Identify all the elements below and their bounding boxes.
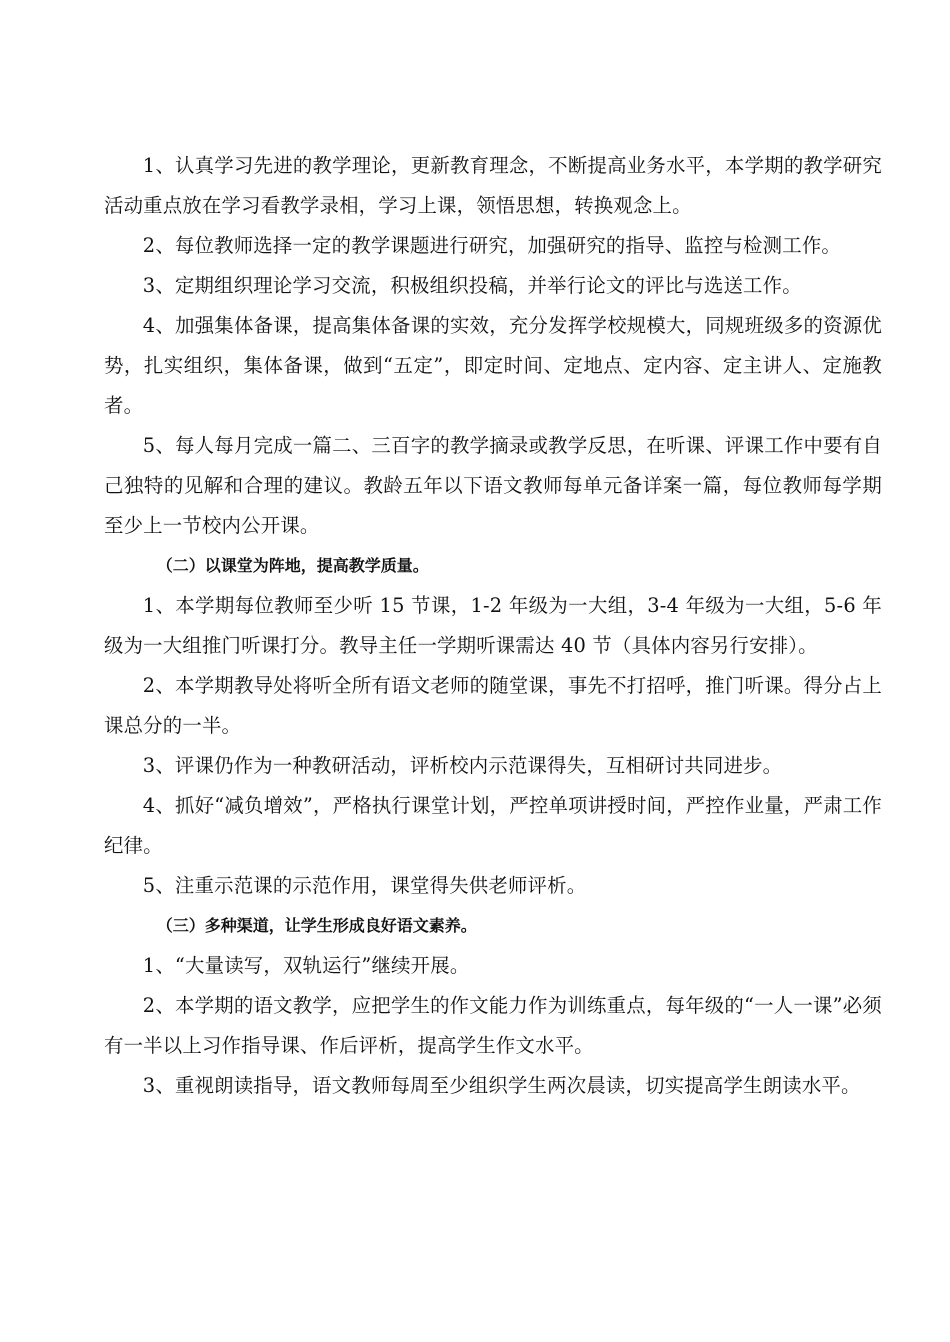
paragraph-2-1: 1、本学期每位教师至少听 15 节课，1-2 年级为一大组，3-4 年级为一大组，5-6 年级为一大组推门听课打分。教导主任一学期听课需达 40 节（具体内容另行安排）。 bbox=[104, 594, 882, 657]
paragraph-2-5: 5、注重示范课的示范作用，课堂得失供老师评析。 bbox=[142, 874, 587, 897]
paragraph-2-2: 2、本学期教导处将听全所有语文老师的随堂课，事先不打招呼，推门听课。得分占上课总分的一半。 bbox=[104, 674, 882, 737]
section-heading-3: （三）多种渠道，让学生形成良好语文素养。 bbox=[156, 916, 477, 935]
paragraph-3-3: 3、重视朗读指导，语文教师每周至少组织学生两次晨读，切实提高学生朗读水平。 bbox=[142, 1074, 861, 1097]
paragraph-1-2: 2、每位教师选择一定的教学课题进行研究，加强研究的指导、监控与检测工作。 bbox=[142, 234, 842, 257]
paragraph-1-5: 5、每人每月完成一篇二、三百字的教学摘录或教学反思，在听课、评课工作中要有自己独特的见解和合理的建议。教龄五年以下语文教师每单元备详案一篇，每位教师每学期至少上一节校内公开课。 bbox=[104, 434, 882, 537]
document-page bbox=[104, 146, 882, 1106]
paragraph-3-1: 1、“大量读写，双轨运行”继续开展。 bbox=[142, 954, 470, 977]
section-heading-2: （二）以课堂为阵地，提高教学质量。 bbox=[156, 556, 429, 575]
paragraph-1-1: 1、认真学习先进的教学理论，更新教育理念，不断提高业务水平，本学期的教学研究活动重点放在学习看教学录相，学习上课，领悟思想，转换观念上。 bbox=[104, 154, 882, 217]
paragraph-1-4: 4、加强集体备课，提高集体备课的实效，充分发挥学校规模大，同规班级多的资源优势，扎实组织，集体备课，做到“五定”，即定时间、定地点、定内容、定主讲人、定施教者。 bbox=[104, 314, 882, 417]
paragraph-2-3: 3、评课仍作为一种教研活动，评析校内示范课得失，互相研讨共同进步。 bbox=[142, 754, 783, 777]
paragraph-3-2: 2、本学期的语文教学，应把学生的作文能力作为训练重点，每年级的“一人一课”必须有一半以上习作指导课、作后评析，提高学生作文水平。 bbox=[104, 994, 882, 1057]
paragraph-2-4: 4、抓好“减负增效”，严格执行课堂计划，严控单项讲授时间，严控作业量，严肃工作纪律。 bbox=[104, 794, 882, 857]
paragraph-1-3: 3、定期组织理论学习交流，积极组织投稿，并举行论文的评比与选送工作。 bbox=[142, 274, 802, 297]
